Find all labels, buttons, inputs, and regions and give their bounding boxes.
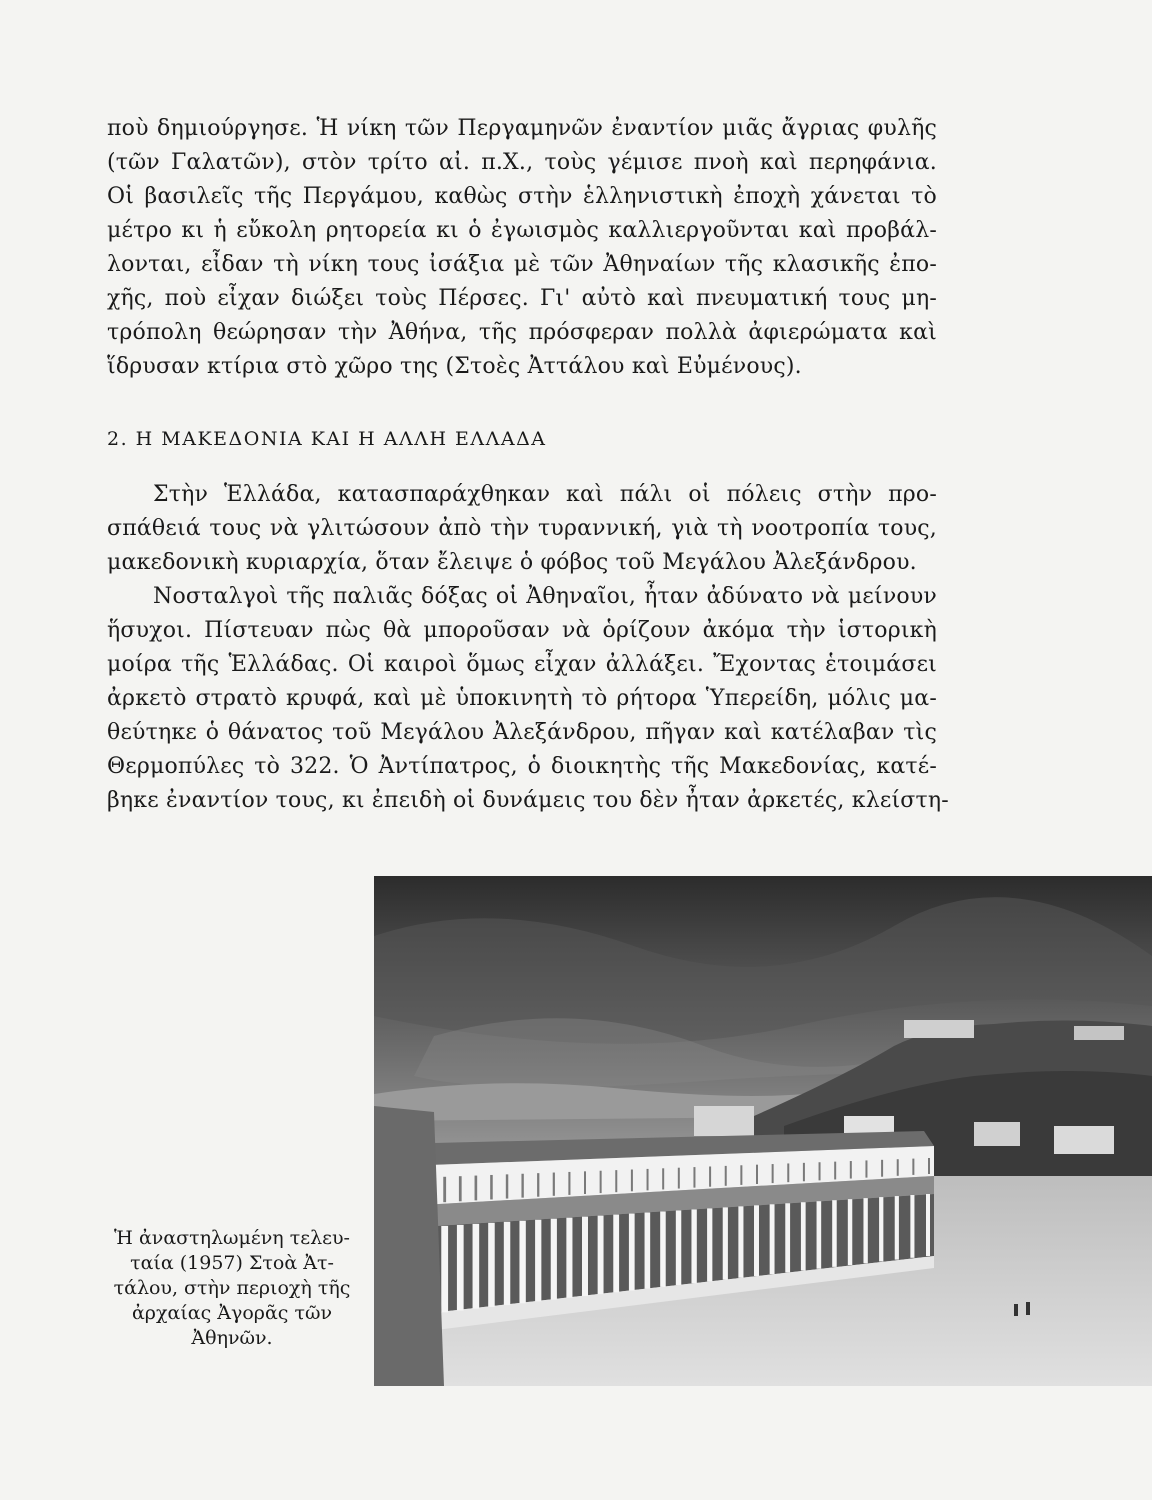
- text-line: μακεδονικὴ κυριαρχία, ὅταν ἔλειψε ὁ φόβος τοῦ Μεγάλου Ἀλεξάνδρου.: [107, 550, 917, 575]
- stoa-column: [582, 1217, 588, 1296]
- text-line: λονται, εἶδαν τὴ νίκη τους ἰσάξια μὲ τῶν Ἀθηναίων τῆς κλασικῆς ἐπο-: [107, 252, 937, 277]
- stoa-column: [817, 1201, 822, 1269]
- stoa-window: [600, 1171, 602, 1193]
- stoa-window: [693, 1167, 695, 1188]
- caption-line: Ἡ ἀναστηλωμένη τελευ-: [114, 1227, 350, 1249]
- section-heading: 2. Η ΜΑΚΕΔΟΝΙΑ ΚΑΙ Η ΑΛΛΗ ΕΛΛΑΔΑ: [107, 428, 547, 450]
- stoa-column: [519, 1221, 525, 1303]
- stoa-column: [629, 1214, 635, 1291]
- text-line: σπάθειά τους νὰ γλιτώσουν ἀπὸ τὴν τυραννική, γιὰ τὴ νοοτροπία τους,: [107, 516, 937, 541]
- stoa-column: [754, 1205, 759, 1276]
- stoa-window: [709, 1166, 711, 1186]
- paragraph-1: [107, 112, 937, 384]
- stoa-column: [848, 1199, 852, 1265]
- stoa-column: [441, 1226, 448, 1312]
- stoa-window: [521, 1174, 523, 1198]
- stoa-column: [910, 1195, 914, 1258]
- text-line: Νοσταλγοὶ τῆς παλιᾶς δόξας οἱ Ἀθηναῖοι, ἦταν ἀδύνατο νὰ μείνουν: [153, 584, 937, 609]
- text-line: θεύτηκε ὁ θάνατος τοῦ Μεγάλου Ἀλεξάνδρου, πῆγαν καὶ κατέλαβαν τὶς: [107, 720, 937, 745]
- stoa-column: [832, 1200, 837, 1267]
- stoa-window: [631, 1170, 633, 1192]
- stoa-window: [772, 1164, 774, 1183]
- stoa-column: [691, 1209, 696, 1283]
- stoa-window: [881, 1160, 883, 1177]
- stoa-column: [535, 1220, 541, 1302]
- stoa-window: [912, 1159, 914, 1175]
- paragraph-2: [107, 478, 937, 580]
- stoa-column: [551, 1219, 557, 1300]
- stoa-window: [834, 1162, 836, 1180]
- caption-line: ταία (1957) Στοὰ Ἀτ-: [130, 1252, 334, 1274]
- stoa-window: [850, 1161, 852, 1179]
- stoa-window: [568, 1172, 570, 1195]
- text-line: (τῶν Γαλατῶν), στὸν τρίτο αἰ. π.Χ., τοὺς γέμισε πνοὴ καὶ περηφάνια.: [107, 150, 937, 175]
- stoa-column: [566, 1218, 572, 1298]
- text-line: ποὺ δημιούργησε. Ἡ νίκη τῶν Περγαμηνῶν ἐναντίον μιᾶς ἄγριας φυλῆς: [107, 116, 937, 141]
- body-text: [107, 112, 949, 818]
- stoa-column: [926, 1194, 930, 1256]
- stoa-column: [785, 1203, 790, 1272]
- text-line: ἵδρυσαν κτίρια στὸ χῶρο της (Στοὲς Ἀττάλου καὶ Εὐμένους).: [107, 354, 802, 379]
- text-line: βηκε ἐναντίον τους, κι ἐπειδὴ οἱ δυνάμεις του δὲν ἦταν ἀρκετές, κλείστη-: [107, 788, 949, 813]
- caption-line: Ἀθηνῶν.: [191, 1327, 273, 1349]
- stoa-window: [615, 1170, 617, 1192]
- stoa-window: [678, 1168, 680, 1189]
- stoa-column: [738, 1206, 743, 1277]
- stoa-window: [475, 1176, 478, 1201]
- caption-line: τάλου, στὴν περιοχὴ τῆς: [113, 1277, 351, 1299]
- stoa-window: [787, 1163, 789, 1182]
- stoa-window: [443, 1177, 446, 1202]
- stoa-column: [660, 1212, 666, 1287]
- stoa-column: [598, 1216, 604, 1295]
- caption-line: ἀρχαίας Ἀγορᾶς τῶν: [131, 1302, 333, 1324]
- stoa-window: [756, 1165, 758, 1184]
- stoa-window: [584, 1171, 586, 1194]
- text-line: μοίρα τῆς Ἑλλάδας. Οἱ καιροὶ ὅμως εἶχαν ἀλλάξει. Ἔχοντας ἑτοιμάσει: [107, 652, 937, 677]
- stoa-window: [819, 1162, 821, 1180]
- text-line: χῆς, ποὺ εἶχαν διώξει τοὺς Πέρσες. Γι' αὐτὸ καὶ πνευματική τους μη-: [107, 286, 937, 311]
- stoa-column: [879, 1197, 883, 1261]
- stoa-window: [459, 1176, 462, 1201]
- stoa-column: [801, 1202, 806, 1270]
- stoa-window: [928, 1158, 930, 1174]
- stoa-column: [723, 1207, 728, 1279]
- stoa-window: [662, 1168, 664, 1189]
- stoa-column: [707, 1208, 712, 1281]
- text-line: ἥσυχοι. Πίστευαν πὼς θὰ μποροῦσαν νὰ ὁρίζουν ἀκόμα τὴν ἱστορικὴ: [107, 618, 937, 643]
- stoa-window: [553, 1173, 555, 1196]
- stoa-of-attalos-photo: [374, 876, 1152, 1386]
- text-line: μέτρο κι ἡ εὔκολη ρητορεία κι ὁ ἐγωισμὸς καλλιεργοῦνται καὶ προβάλ-: [107, 218, 937, 243]
- stoa-column: [613, 1215, 619, 1293]
- paragraph-3: [107, 580, 949, 818]
- stoa-column: [504, 1222, 510, 1305]
- photo-caption: [107, 1226, 357, 1351]
- stoa-column: [676, 1210, 681, 1285]
- text-line: Θερμοπύλες τὸ 322. Ὁ Ἀντίπατρος, ὁ διοικητὴς τῆς Μακεδονίας, κατέ-: [107, 754, 937, 779]
- stoa-window: [803, 1163, 805, 1181]
- stoa-window: [897, 1159, 899, 1176]
- stoa-column: [473, 1224, 480, 1309]
- text-line: Στὴν Ἑλλάδα, κατασπαράχθηκαν καὶ πάλι οἱ πόλεις στὴν προ-: [153, 482, 937, 507]
- stoa-window: [865, 1160, 867, 1177]
- stoa-window: [490, 1175, 493, 1199]
- stoa-column: [457, 1225, 464, 1311]
- text-line: ἀρκετὸ στρατὸ κρυφά, καὶ μὲ ὑποκινητὴ τὸ ρήτορα Ὑπερείδη, μόλις μα-: [107, 686, 937, 711]
- text-line: τρόπολη θεώρησαν τὴν Ἀθήνα, τῆς πρόσφεραν πολλὰ ἀφιερώματα καὶ: [107, 320, 937, 345]
- stoa-column: [895, 1196, 899, 1260]
- stoa-window: [740, 1165, 742, 1185]
- stoa-window: [537, 1173, 539, 1197]
- stoa-window: [506, 1174, 508, 1198]
- stoa-column: [488, 1223, 495, 1307]
- stoa-column: [770, 1204, 775, 1274]
- text-line: Οἱ βασιλεῖς τῆς Περγάμου, καθὼς στὴν ἑλληνιστικὴ ἐποχὴ χάνεται τὸ: [107, 184, 937, 209]
- stoa-column: [863, 1198, 867, 1263]
- stoa-window: [725, 1166, 727, 1186]
- stoa-window: [647, 1169, 649, 1190]
- stoa-column: [645, 1213, 651, 1289]
